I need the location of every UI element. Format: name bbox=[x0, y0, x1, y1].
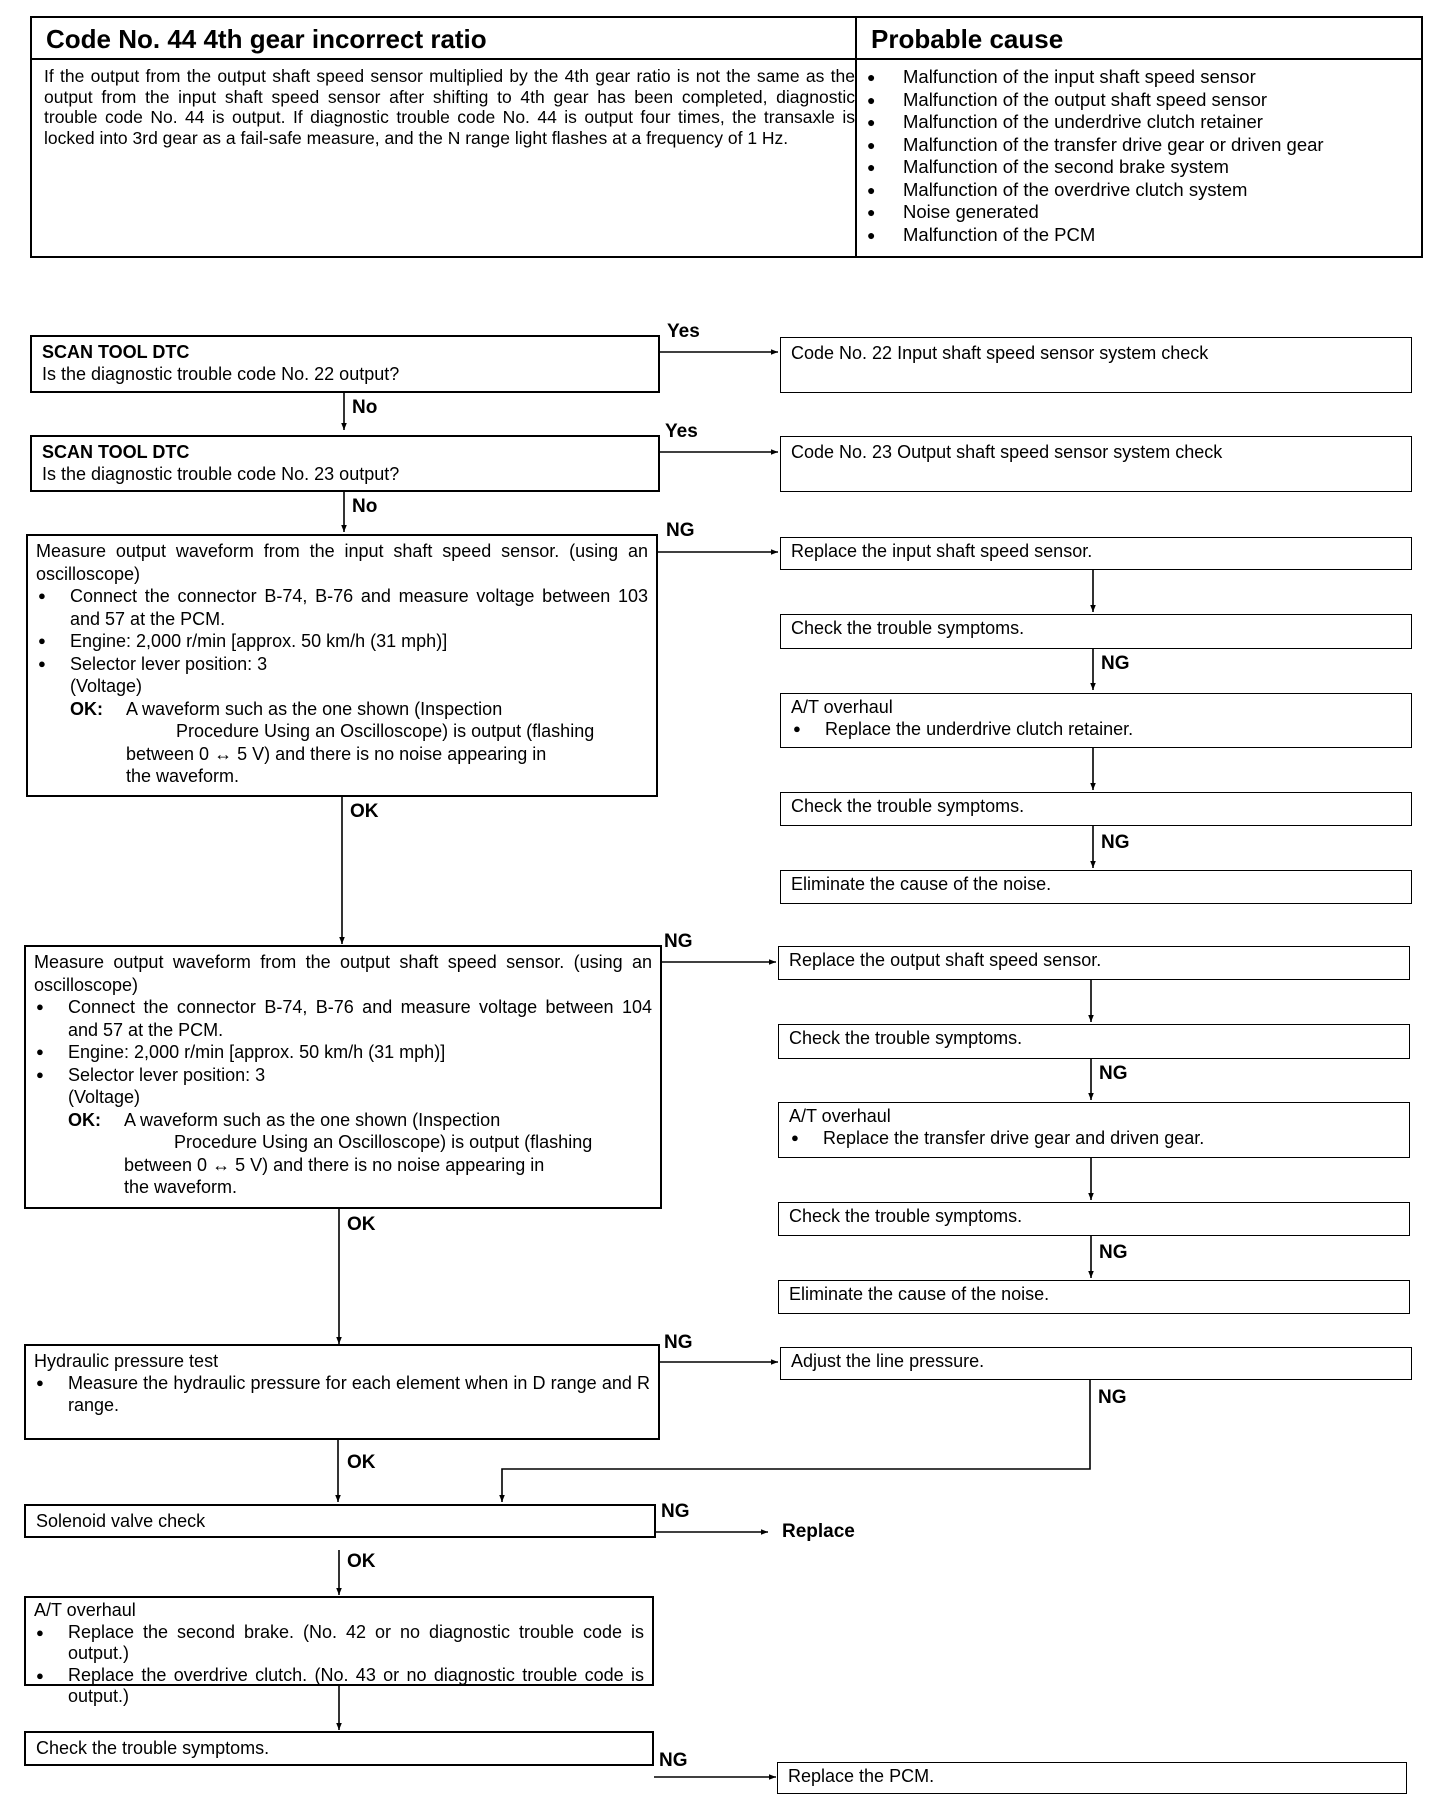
ng-label: NG bbox=[1099, 1242, 1128, 1263]
step-output-shaft-waveform bbox=[24, 945, 662, 1209]
step-title: Solenoid valve check bbox=[36, 1511, 206, 1531]
step-bullet: ● Engine: 2,000 r/min [approx. 50 km/h (31 mph)] bbox=[36, 630, 648, 653]
check-symptoms-text: Check the trouble symptoms. bbox=[791, 618, 1025, 638]
step-title: Measure output waveform from the input shaft speed sensor. (using an oscilloscope) bbox=[36, 541, 648, 584]
step-hydraulic-pressure-test bbox=[24, 1344, 660, 1440]
check-symptoms-text: Check the trouble symptoms. bbox=[789, 1206, 1023, 1226]
step-bullet: ● Connect the connector B-74, B-76 and measure voltage between 103 and 57 at the PCM. bbox=[36, 585, 648, 630]
step-question: Is the diagnostic trouble code No. 23 output? bbox=[42, 464, 400, 484]
cause-item: ● Noise generated bbox=[867, 201, 1421, 224]
step-bullet: ● Replace the overdrive clutch. (No. 43 or no diagnostic trouble code is output.) bbox=[34, 1665, 644, 1708]
code-22-check-text: Code No. 22 Input shaft speed sensor system check bbox=[791, 343, 1209, 363]
cause-item: ● Malfunction of the second brake system bbox=[867, 156, 1421, 179]
ok-criteria-text: between 0 ↔ 5 V) and there is no noise appearing in bbox=[126, 743, 547, 764]
step-bullet: ● Measure the hydraulic pressure for each element when in D range and R range. bbox=[34, 1372, 650, 1416]
step-title: A/T overhaul bbox=[34, 1600, 136, 1620]
no-label: No bbox=[352, 397, 378, 418]
yes-label: Yes bbox=[665, 421, 698, 442]
ok-criteria-text: the waveform. bbox=[126, 766, 240, 786]
adjust-line-pressure-text: Adjust the line pressure. bbox=[791, 1351, 985, 1371]
ng-label: NG bbox=[1099, 1063, 1128, 1084]
ok-label: OK bbox=[350, 801, 379, 822]
step-bullet: ● Selector lever position: 3 bbox=[36, 653, 648, 676]
replace-output-sensor-text: Replace the output shaft speed sensor. bbox=[789, 950, 1102, 970]
ng-label: NG bbox=[666, 520, 695, 541]
step-bullet: ● Engine: 2,000 r/min [approx. 50 km/h (31 mph)] bbox=[34, 1041, 652, 1064]
eliminate-noise-text: Eliminate the cause of the noise. bbox=[789, 1284, 1050, 1304]
step-title: SCAN TOOL DTC bbox=[42, 442, 190, 462]
voltage-label: (Voltage) bbox=[70, 676, 143, 696]
code-22-check-box bbox=[780, 337, 1412, 393]
check-symptoms-box bbox=[780, 614, 1412, 649]
step-input-shaft-waveform bbox=[26, 534, 658, 797]
replace-solenoid-label: Replace bbox=[782, 1521, 855, 1542]
replace-pcm-text: Replace the PCM. bbox=[788, 1766, 935, 1786]
ok-label: OK bbox=[347, 1452, 376, 1473]
cause-item: ● Malfunction of the PCM bbox=[867, 224, 1421, 247]
step-bullet: ● Replace the second brake. (No. 42 or no diagnostic trouble code is output.) bbox=[34, 1622, 644, 1665]
step-title: SCAN TOOL DTC bbox=[42, 342, 190, 362]
replace-output-sensor-box bbox=[778, 946, 1410, 980]
voltage-label: (Voltage) bbox=[68, 1087, 141, 1107]
ok-criteria-text: Procedure Using an Oscilloscope) is output (flashing bbox=[174, 1132, 593, 1152]
check-symptoms-text: Check the trouble symptoms. bbox=[791, 796, 1025, 816]
check-symptoms-box bbox=[778, 1024, 1410, 1059]
step-scan-tool-dtc-22 bbox=[30, 335, 660, 393]
overhaul-title: A/T overhaul bbox=[791, 697, 893, 717]
overhaul-item: ● Replace the transfer drive gear and driven gear. bbox=[789, 1127, 1399, 1149]
ok-label: OK bbox=[347, 1551, 376, 1572]
eliminate-noise-box bbox=[778, 1280, 1410, 1314]
step-solenoid-valve-check bbox=[24, 1504, 656, 1538]
cause-item: ● Malfunction of the overdrive clutch system bbox=[867, 179, 1421, 202]
replace-input-sensor-box bbox=[780, 537, 1412, 570]
yes-label: Yes bbox=[667, 321, 700, 342]
eliminate-noise-box bbox=[780, 870, 1412, 904]
ng-label: NG bbox=[664, 931, 693, 952]
step-at-overhaul-final bbox=[24, 1596, 654, 1706]
code-23-check-box bbox=[780, 436, 1412, 492]
step-scan-tool-dtc-23 bbox=[30, 435, 660, 492]
ok-criteria-text: A waveform such as the one shown (Inspection bbox=[124, 1109, 501, 1130]
at-overhaul-box bbox=[778, 1102, 1410, 1158]
overhaul-title: A/T overhaul bbox=[789, 1106, 891, 1126]
ng-label: NG bbox=[661, 1501, 690, 1522]
step-title: Hydraulic pressure test bbox=[34, 1351, 219, 1371]
ng-label: NG bbox=[659, 1750, 688, 1771]
ng-label: NG bbox=[1098, 1387, 1127, 1408]
step-title: Measure output waveform from the output shaft speed sensor. (using an oscilloscope) bbox=[34, 952, 652, 995]
step-question: Is the diagnostic trouble code No. 22 output? bbox=[42, 364, 400, 384]
cause-item: ● Malfunction of the input shaft speed sensor bbox=[867, 66, 1421, 89]
replace-pcm-box bbox=[777, 1762, 1407, 1794]
ok-criteria-label: OK: bbox=[70, 698, 103, 719]
replace-input-sensor-text: Replace the input shaft speed sensor. bbox=[791, 541, 1093, 561]
dtc-title: Code No. 44 4th gear incorrect ratio bbox=[32, 18, 855, 60]
overhaul-item: ● Replace the underdrive clutch retainer. bbox=[791, 718, 1401, 740]
check-symptoms-box bbox=[778, 1202, 1410, 1236]
ok-criteria-text: between 0 ↔ 5 V) and there is no noise appearing in bbox=[124, 1154, 545, 1175]
step-check-trouble-symptoms-final bbox=[24, 1731, 654, 1766]
check-symptoms-box bbox=[780, 792, 1412, 826]
check-symptoms-text: Check the trouble symptoms. bbox=[789, 1028, 1023, 1048]
ng-label: NG bbox=[1101, 653, 1130, 674]
dtc-description: If the output from the output shaft speed sensor multiplied by the 4th gear ratio is not the same as the output from the input shaft speed sensor after shifting to 4th gear has been completed, diagnostic trouble code No. 44 is output. If diagnostic trouble code No. 44 is output four times, the transaxle is locked into 3rd gear as a fail-safe measure, and the N range light flashes at a frequency of 1 Hz. bbox=[44, 66, 855, 148]
ng-label: NG bbox=[664, 1332, 693, 1353]
adjust-line-pressure-box bbox=[780, 1347, 1412, 1380]
no-label: No bbox=[352, 496, 378, 517]
ok-criteria bbox=[34, 1109, 652, 1132]
step-bullet: ● Connect the connector B-74, B-76 and measure voltage between 104 and 57 at the PCM. bbox=[34, 996, 652, 1041]
eliminate-noise-text: Eliminate the cause of the noise. bbox=[791, 874, 1052, 894]
ok-criteria-text: Procedure Using an Oscilloscope) is output (flashing bbox=[176, 721, 595, 741]
code-23-check-text: Code No. 23 Output shaft speed sensor system check bbox=[791, 442, 1223, 462]
ok-criteria-text: the waveform. bbox=[124, 1177, 238, 1197]
cause-item: ● Malfunction of the underdrive clutch retainer bbox=[867, 111, 1421, 134]
cause-item: ● Malfunction of the output shaft speed sensor bbox=[867, 89, 1421, 112]
ng-label: NG bbox=[1101, 832, 1130, 853]
probable-cause-title: Probable cause bbox=[857, 18, 1421, 60]
ok-criteria-label: OK: bbox=[68, 1109, 101, 1130]
step-bullet: ● Selector lever position: 3 bbox=[34, 1064, 652, 1087]
ok-criteria-text: A waveform such as the one shown (Inspection bbox=[126, 698, 503, 719]
cause-item: ● Malfunction of the transfer drive gear or driven gear bbox=[867, 134, 1421, 157]
ok-criteria bbox=[36, 698, 648, 721]
at-overhaul-box bbox=[780, 693, 1412, 748]
step-title: Check the trouble symptoms. bbox=[36, 1738, 270, 1758]
ok-label: OK bbox=[347, 1214, 376, 1235]
